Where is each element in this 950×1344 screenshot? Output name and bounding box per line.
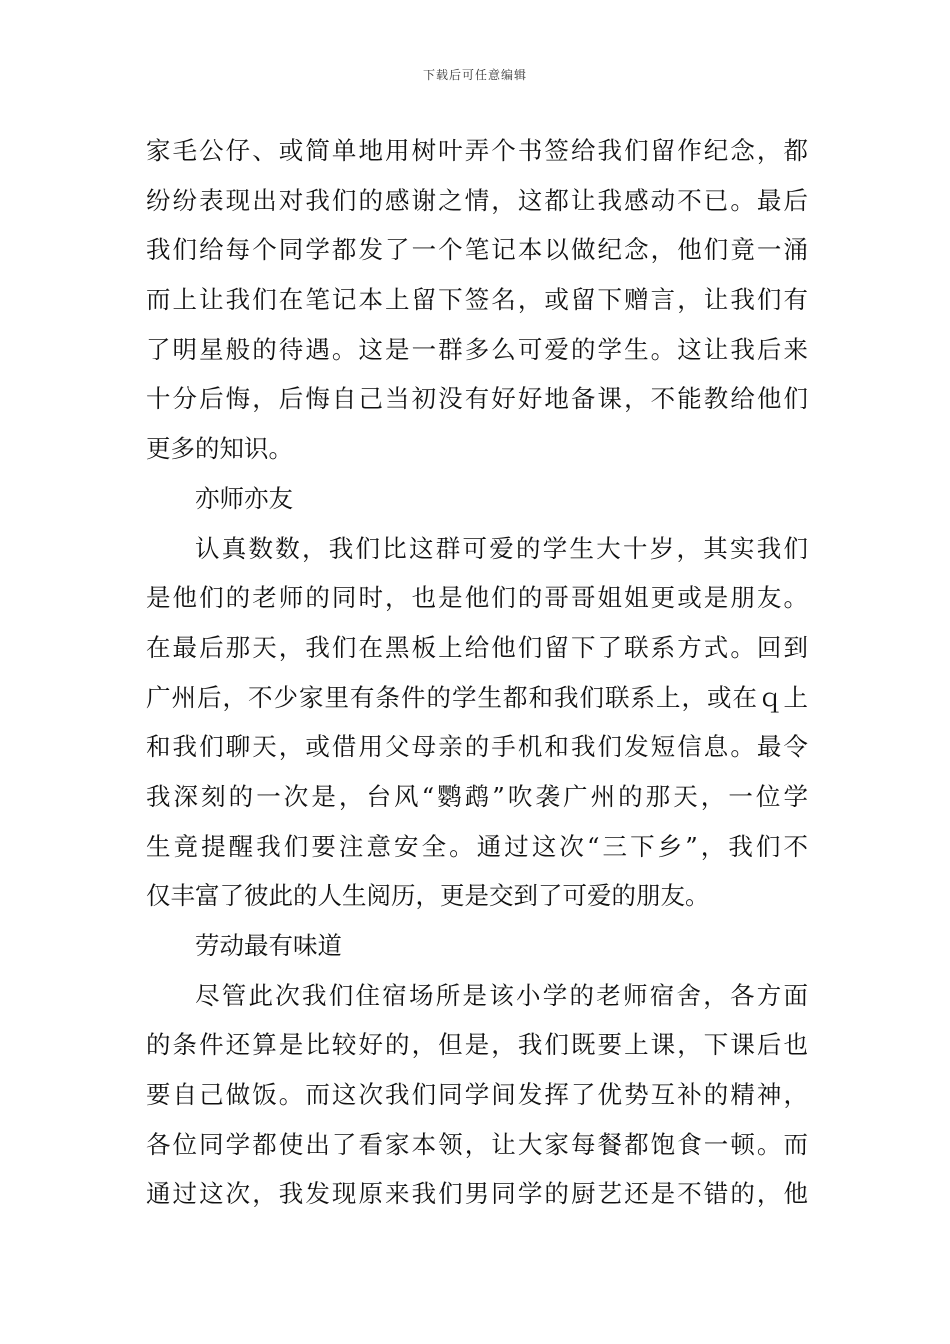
header-note: 下载后可任意编辑	[422, 68, 527, 82]
text-line: 广州后，不少家里有条件的学生都和我们联系上，或在ｑ上	[146, 682, 808, 712]
text-line: 家毛公仔、或简单地用树叶弄个书签给我们留作纪念，都	[146, 136, 808, 165]
text-line: 和我们聊天，或借用父母亲的手机和我们发短信息。最令	[146, 732, 808, 762]
text-line: 尽管此次我们住宿场所是该小学的老师宿舍，各方面	[195, 980, 808, 1010]
text-line: 认真数数，我们比这群可爱的学生大十岁，其实我们	[195, 533, 808, 563]
text-line: 更多的知识。	[146, 434, 293, 464]
text-line: 通过这次，我发现原来我们男同学的厨艺还是不错的，他	[146, 1179, 808, 1209]
section-heading: 亦师亦友	[195, 483, 293, 513]
text-line: 纷纷表现出对我们的感谢之情，这都让我感动不已。最后	[146, 185, 808, 215]
text-line: 十分后悔，后悔自己当初没有好好地备课，不能教给他们	[146, 384, 808, 414]
text-line: 仅丰富了彼此的人生阅历，更是交到了可爱的朋友。	[146, 881, 710, 911]
text-line: 要自己做饭。而这次我们同学间发挥了优势互补的精神，	[146, 1080, 808, 1110]
text-line: 了明星般的待遇。这是一群多么可爱的学生。这让我后来	[146, 334, 808, 364]
text-line: 而上让我们在笔记本上留下签名，或留下赠言，让我们有	[146, 285, 808, 315]
text-line: 的条件还算是比较好的，但是，我们既要上课，下课后也	[146, 1030, 808, 1060]
text-line: 我深刻的一次是，台风“鹦鹉”吹袭广州的那天，一位学	[146, 781, 808, 811]
section-heading: 劳动最有味道	[195, 931, 342, 960]
text-line: 各位同学都使出了看家本领，让大家每餐都饱食一顿。而	[146, 1129, 808, 1159]
text-line: 生竟提醒我们要注意安全。通过这次“三下乡”，我们不	[146, 831, 808, 861]
text-line: 我们给每个同学都发了一个笔记本以做纪念，他们竟一涌	[146, 235, 808, 265]
text-line: 在最后那天，我们在黑板上给他们留下了联系方式。回到	[146, 632, 808, 662]
text-line: 是他们的老师的同时，也是他们的哥哥姐姐更或是朋友。	[146, 583, 808, 613]
body-text	[146, 126, 808, 1219]
